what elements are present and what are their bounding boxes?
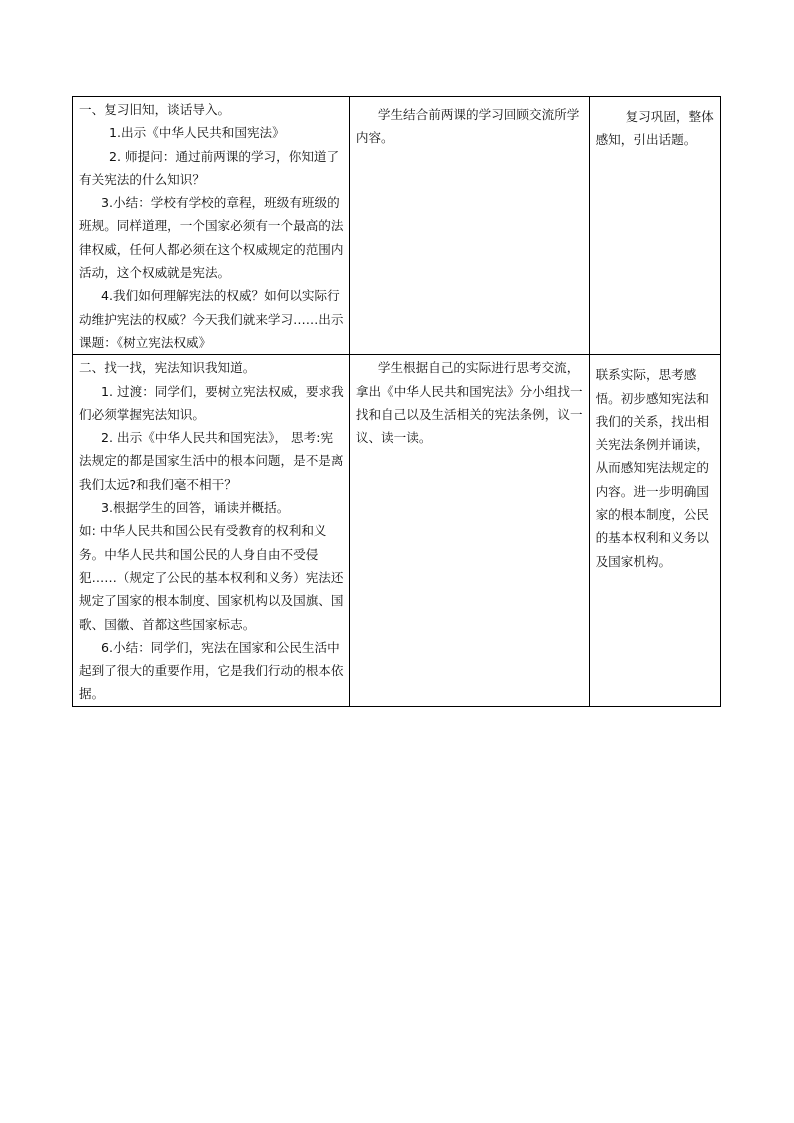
teaching-process-cell xyxy=(73,97,350,355)
section-heading: 二、找一找，宪法知识我知道。 xyxy=(79,360,256,376)
section-heading: 一、复习旧知，谈话导入。 xyxy=(79,102,231,117)
paragraph: 学生结合前两课的学习回顾交流所学内容。 xyxy=(355,107,580,146)
paragraph: 学生根据自己的实际进行思考交流，拿出《中华人民共和国宪法》分小组找一找和自己以及生活相关的宪法条例，议一议、读一读。 xyxy=(355,360,583,446)
paragraph: 3.小结：学校有学校的章程，班级有班级的班规。同样道理，一个国家必须有一个最高的法律权威，任何人都必须在这个权威规定的范围内活动，这个权威就是宪法。 xyxy=(79,195,344,281)
paragraph: 3.根据学生的回答，诵读并概括。 xyxy=(101,500,290,516)
paragraph: 1. 过渡：同学们，要树立宪法权威，要求我们必须掌握宪法知识。 xyxy=(79,383,344,422)
paragraph: 联系实际，思考感悟。初步感知宪法和我们的关系，找出相关宪法条例并诵读，从而感知宪法规定的内容。进一步明确国家的根本制度，公民的基本权利和义务以及国家机构。 xyxy=(595,367,709,569)
teaching-process-cell xyxy=(73,355,350,706)
table-row xyxy=(73,355,721,706)
design-intent-cell xyxy=(589,355,720,706)
paragraph: 如: 中华人民共和国公民有受教育的权利和义务。中华人民共和国公民的人身自由不受侵犯……（规定了公民的基本权利和义务）宪法还规定了国家的根本制度、国家机构以及国旗、国歌、国徽、首都这些国家标志。 xyxy=(79,523,344,632)
paragraph: 4.我们如何理解宪法的权威？如何以实际行动维护宪法的权威？今天我们就来学习……出示课题：《树立宪法权威》 xyxy=(79,288,344,350)
paragraph: 复习巩固，整体感知，引出话题。 xyxy=(595,109,714,148)
paragraph: 1.出示《中华人民共和国宪法》 xyxy=(109,125,285,141)
table-row xyxy=(73,97,721,355)
student-activity-cell xyxy=(349,97,589,355)
paragraph: 2. 师提问：通过前两课的学习，你知道了有关宪法的什么知识？ xyxy=(79,148,340,187)
student-activity-cell xyxy=(349,355,589,706)
paragraph: 6.小结：同学们，宪法在国家和公民生活中起到了很大的重要作用，它是我们行动的根本依据。 xyxy=(79,639,344,702)
paragraph: 2. 出示《中华人民共和国宪法》， 思考:宪法规定的都是国家生活中的根本问题，是不是离我们太远?和我们毫不相干？ xyxy=(79,430,344,492)
lesson-plan-table xyxy=(72,96,721,707)
design-intent-cell xyxy=(589,97,720,355)
